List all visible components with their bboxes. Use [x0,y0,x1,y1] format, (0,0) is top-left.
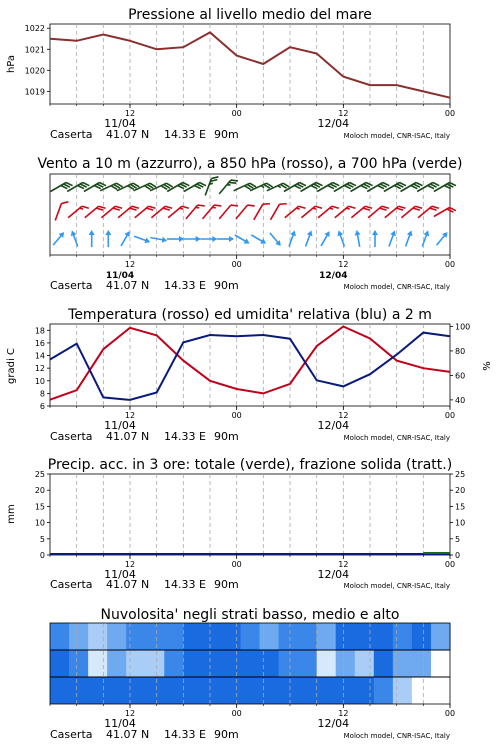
wind-arrow-head [124,230,132,237]
wind-barb-850hpa [301,204,322,223]
cloud-cell-alto [260,623,280,650]
wind-barb-10m [419,230,430,248]
x-date-label: 12/04 [317,419,350,432]
precipitation-yticks [35,470,465,560]
wind-arrow-head [372,230,378,235]
humidity-yticks [450,322,470,404]
wind-barb-shaft [271,204,280,220]
wind-barb-700hpa [184,181,206,197]
cloud-footer [50,728,450,741]
cloud-cell-basso [412,677,432,704]
wind-barb-850hpa [118,204,139,223]
wind-barb-700hpa [167,181,189,197]
temperature-footer-lon: 14.33 E [164,430,206,443]
wind-barb-10m [233,232,251,246]
cloud-cell-alto [355,623,375,650]
y-tick-label: 5 [39,534,45,544]
x-tick-label: 12 [124,709,136,718]
temperature-series-line [50,327,450,400]
y-tick-label: 10 [34,376,45,386]
wind-arrow-head [260,238,267,246]
precipitation-footer-elevation: 90m [214,578,239,591]
wind-barb-10m [167,236,184,242]
temperature-xticks [50,406,455,432]
wind-barb-feather [332,204,339,211]
y-tick-label: 80 [455,346,466,356]
wind-arrow-head [212,236,217,242]
y-tick-label-right: 20 [455,486,466,496]
y-tick-label: 0 [39,551,45,560]
wind-arrow-head [244,238,251,246]
wind-barb-850hpa [85,204,106,223]
cloud-cell-alto [164,623,184,650]
wind-barb-850hpa [271,201,287,223]
cloud-cell-alto [317,623,337,650]
wind-barb-700hpa [351,181,373,197]
y-tick-label-right: 10 [455,518,466,528]
wind-arrow-head [69,230,76,237]
wind-barb-700hpa [367,181,389,197]
cloud-cell-medio [126,650,146,677]
cloud-cell-alto [393,623,413,650]
humidity-ylabel: % [482,361,493,371]
pressure-series-line [50,32,450,97]
wind-barb-850hpa [418,204,439,223]
wind-barb-shaft [236,205,248,219]
wind-barb-10m [51,230,67,247]
cloud-cell-basso [183,677,203,704]
wind-barb-10m [434,230,450,247]
wind-barb-10m [303,230,314,248]
wind-barb-10m [217,236,234,242]
wind-barb-feather [61,200,68,206]
cloud-cell-basso [126,677,146,704]
wind-barb-shaft [55,204,61,221]
cloud-cell-basso [260,677,280,704]
wind-barb-700hpa [284,181,306,197]
wind-footer [50,279,450,292]
wind-barb-10m [268,231,284,248]
wind-footer-lon: 14.33 E [164,279,206,292]
y-tick-label: 8 [39,389,45,399]
x-date-label: 12/04 [317,717,350,730]
wind-barb-10m [150,235,168,244]
x-tick-label: 00 [444,411,456,420]
wind-barb-shaft [254,204,263,220]
wind-barb-850hpa [203,202,222,223]
wind-barb-850hpa [151,204,172,223]
wind-barb-feather [263,201,270,207]
y-tick-label: 20 [34,486,45,496]
x-tick-label: 00 [231,411,242,420]
wind-arrow-head [324,230,332,237]
cloud-cell-alto [221,623,241,650]
cloud-cell-medio [69,650,89,677]
wind-arrow-head [336,230,343,237]
cloud-cell-medio [50,650,70,677]
y-tick-label-right: 25 [455,470,466,479]
x-tick-label: 00 [444,109,456,118]
wind-barb-850hpa [236,202,255,223]
cloud-footer-elevation: 90m [214,728,239,741]
cloud-cell-basso [279,677,299,704]
wind-barb-10m [89,230,95,247]
temperature-panel [6,307,493,443]
y-tick-label: 16 [34,338,45,348]
x-date-label: 12/04 [317,568,350,581]
precipitation-ylabel: mm [6,504,17,524]
wind-barb-700hpa [205,175,218,198]
temperature-footer-lat: 41.07 N [106,430,150,443]
x-tick-label: 00 [231,560,242,569]
x-date-label: 11/04 [104,717,136,730]
cloud-cell-basso [50,677,70,704]
cloud-cell-alto [202,623,222,650]
cloud-cell-medio [107,650,127,677]
wind-barb-850hpa [55,200,68,223]
x-tick-label: 12 [338,260,349,269]
cloud-footer-lon: 14.33 E [164,728,206,741]
cloud-cell-alto [50,623,70,650]
y-tick-label: 18 [34,326,45,336]
pressure-xticks [50,104,455,130]
cloud-cell-medio [145,650,165,677]
wind-barb-feather [182,204,189,211]
wind-barb-feather [315,204,322,211]
y-tick-label: 1021 [24,45,45,55]
cloud-panel [50,607,455,741]
y-tick-label: 40 [455,395,466,405]
wind-barb-10m [372,230,378,247]
wind-arrow-head [290,230,297,237]
cloud-cell-basso [221,677,241,704]
cloud-cell-medio [164,650,184,677]
wind-arrow-head [354,230,361,236]
wind-barb-700hpa [51,181,73,197]
cloud-cell-medio [412,650,432,677]
x-date-label: 12/04 [317,117,350,130]
cloud-cell-basso [336,677,356,704]
wind-barb-700hpa [301,181,323,197]
cloud-cell-basso [69,677,89,704]
wind-barb-10m [336,230,347,248]
wind-barb-850hpa [401,204,422,223]
wind-barb-850hpa [101,204,122,223]
wind-barb-feather [280,201,287,207]
y-tick-label-right: 15 [455,502,466,512]
cloud-cell-alto [145,623,165,650]
precipitation-footer [50,578,450,591]
temperature-footer-credit: Moloch model, CNR-ISAC, Italy [343,434,450,442]
cloud-xticks [50,704,455,730]
cloud-cell-medio [298,650,318,677]
cloud-cell-medio [260,650,280,677]
wind-barb-10m [286,230,297,248]
wind-barb-700hpa [434,181,456,197]
wind-barb-850hpa [335,204,356,223]
cloud-cell-basso [88,677,108,704]
wind-footer-location: Caserta [50,279,93,292]
cloud-cell-medio [431,650,451,677]
pressure-footer-location: Caserta [50,128,93,141]
cloud-cell-alto [107,623,127,650]
wind-arrow-head [162,237,168,244]
wind-title: Vento a 10 m (azzurro), a 850 hPa (rosso), a 700 hPa (verde) [37,156,463,172]
cloud-footer-credit: Moloch model, CNR-ISAC, Italy [343,732,450,740]
cloud-cell-basso [107,677,127,704]
precipitation-gridlines [77,474,424,555]
wind-barb-10m [250,232,268,246]
cloud-cell-alto [374,623,394,650]
x-tick-label: 12 [338,109,349,118]
cloud-cell-medio [240,650,260,677]
wind-xticks [50,255,455,281]
x-tick-label: 00 [231,260,242,269]
wind-footer-elevation: 90m [214,279,239,292]
cloud-cell-alto [431,623,451,650]
cloud-cells [50,623,451,704]
wind-barb-700hpa [401,181,423,197]
y-tick-label: 25 [34,470,45,479]
cloud-cell-basso [298,677,318,704]
x-tick-label: 12 [338,411,349,420]
x-date-label: 12/04 [319,271,348,281]
temperature-yticks [35,326,50,411]
cloud-footer-lat: 41.07 N [106,728,150,741]
y-tick-label: 100 [455,322,471,332]
x-date-label: 11/04 [104,568,136,581]
wind-barb-850hpa [254,201,270,223]
pressure-footer-lat: 41.07 N [106,128,150,141]
pressure-ylabel: hPa [6,54,17,74]
wind-barb-850hpa [351,204,372,223]
cloud-cell-basso [374,677,394,704]
x-date-label: 11/04 [104,419,136,432]
wind-arrow-head [179,236,184,242]
wind-barb-850hpa [168,204,189,223]
pressure-footer-lon: 14.33 E [164,128,206,141]
cloud-cell-medio [183,650,203,677]
wind-arrow-head [196,236,201,242]
y-tick-label: 6 [39,402,45,411]
x-tick-label: 12 [124,411,136,420]
wind-arrow-head [424,230,431,237]
precipitation-title: Precip. acc. in 3 ore: totale (verde), frazione solida (tratt.) [47,457,453,473]
x-tick-label: 00 [444,560,456,569]
cloud-cell-basso [431,677,451,704]
cloud-cell-basso [393,677,413,704]
cloud-cell-medio [221,650,241,677]
cloud-cell-medio [393,650,413,677]
pressure-panel [6,7,455,141]
wind-footer-credit: Moloch model, CNR-ISAC, Italy [343,283,450,291]
cloud-cell-basso [317,677,337,704]
x-tick-label: 12 [124,560,136,569]
precipitation-bar [423,552,450,554]
cloud-cell-alto [240,623,260,650]
y-tick-label-right: 0 [455,551,461,560]
cloud-cell-alto [412,623,432,650]
cloud-cell-basso [164,677,184,704]
precipitation-footer-location: Caserta [50,578,93,591]
cloud-cell-alto [69,623,89,650]
cloud-cell-basso [355,677,375,704]
cloud-cell-alto [279,623,299,650]
wind-barb-850hpa [368,204,389,223]
wind-arrow-head [307,230,314,237]
wind-barb-10m [184,236,201,242]
wind-barb-700hpa [150,182,172,197]
pressure-title: Pressione al livello medio del mare [128,7,372,23]
wind-barb-10m [200,236,217,242]
wind-barb-feather [299,204,306,211]
wind-barb-10m [133,233,151,244]
wind-barb-850hpa [135,204,156,223]
precipitation-footer-credit: Moloch model, CNR-ISAC, Italy [343,582,450,590]
cloud-cell-alto [183,623,203,650]
precipitation-footer-lon: 14.33 E [164,578,206,591]
y-tick-label: 60 [455,371,466,381]
temperature-title: Temperatura (rosso) ed umidita' relativa (blu) a 2 m [68,307,432,323]
wind-barb-850hpa [285,204,306,223]
wind-barb-10m [105,230,111,247]
wind-barbs [51,175,456,248]
wind-barb-700hpa [84,181,106,197]
y-tick-label: 1019 [24,87,45,97]
x-tick-label: 12 [338,709,349,718]
wind-barb-700hpa [384,181,406,197]
wind-barb-700hpa [317,181,339,197]
cloud-cell-alto [336,623,356,650]
temperature-footer [50,430,450,443]
x-tick-label: 00 [231,709,242,718]
cloud-cell-medio [317,650,337,677]
temperature-ylabel: gradi C [6,348,17,384]
x-tick-label: 00 [444,709,456,718]
temperature-footer-location: Caserta [50,430,93,443]
cloud-cell-medio [202,650,222,677]
wind-barb-700hpa [219,177,238,198]
x-date-label: 11/04 [104,117,136,130]
x-tick-label: 00 [231,109,242,118]
wind-barb-850hpa [186,202,205,223]
wind-footer-lat: 41.07 N [106,279,150,292]
y-tick-label-right: 5 [455,534,461,544]
wind-arrow-head [105,230,111,235]
wind-barb-850hpa [385,204,406,223]
x-date-label: 11/04 [105,271,135,281]
cloud-cell-medio [336,650,356,677]
pressure-yticks [25,24,50,96]
y-tick-label: 12 [34,364,45,374]
cloud-cell-alto [88,623,108,650]
x-tick-label: 12 [124,260,136,269]
temperature-footer-elevation: 90m [214,430,239,443]
x-tick-label: 12 [124,109,136,118]
wind-arrow-head [144,238,151,245]
y-tick-label: 10 [34,518,45,528]
wind-barb-shaft [219,205,231,219]
x-tick-label: 00 [444,260,456,269]
cloud-cell-medio [355,650,375,677]
wind-barb-10m [318,230,332,248]
precipitation-frame [50,474,450,555]
wind-barb-10m [403,230,414,248]
precipitation-bars [50,552,450,554]
cloud-cell-alto [298,623,318,650]
wind-barb-700hpa [417,181,439,197]
y-tick-label: 15 [34,502,45,512]
wind-barb-700hpa [267,182,289,197]
y-tick-label: 1020 [24,66,45,76]
wind-barb-feather [247,202,254,209]
cloud-cell-basso [145,677,165,704]
cloud-cell-medio [374,650,394,677]
wind-arrow-head [89,230,95,235]
cloud-footer-location: Caserta [50,728,93,741]
wind-barb-feather [349,204,356,211]
cloud-cell-basso [202,677,222,704]
wind-barb-700hpa [334,181,356,197]
cloud-cell-medio [88,650,108,677]
wind-barb-10m [386,230,397,248]
y-tick-label: 14 [34,351,45,361]
cloud-cell-medio [279,650,299,677]
wind-barb-feather [82,204,89,211]
wind-barb-10m [354,230,363,248]
pressure-footer [50,128,450,141]
wind-panel [37,156,462,292]
pressure-gridlines [77,24,424,104]
wind-arrow-head [407,230,414,237]
precipitation-panel [6,457,465,591]
cloud-title: Nuvolosita' negli strati basso, medio e alto [100,607,400,623]
y-tick-label: 1022 [24,24,45,34]
wind-barb-700hpa [67,181,89,197]
cloud-cell-basso [240,677,260,704]
precipitation-footer-lat: 41.07 N [106,578,150,591]
x-tick-label: 12 [338,560,349,569]
wind-barb-10m [69,230,80,248]
wind-barb-850hpa [68,204,89,223]
pressure-footer-credit: Moloch model, CNR-ISAC, Italy [343,132,450,140]
wind-barb-850hpa [219,202,238,223]
wind-barb-850hpa [318,204,339,223]
pressure-footer-elevation: 90m [214,128,239,141]
wind-arrow-head [229,236,234,242]
cloud-cell-alto [126,623,146,650]
